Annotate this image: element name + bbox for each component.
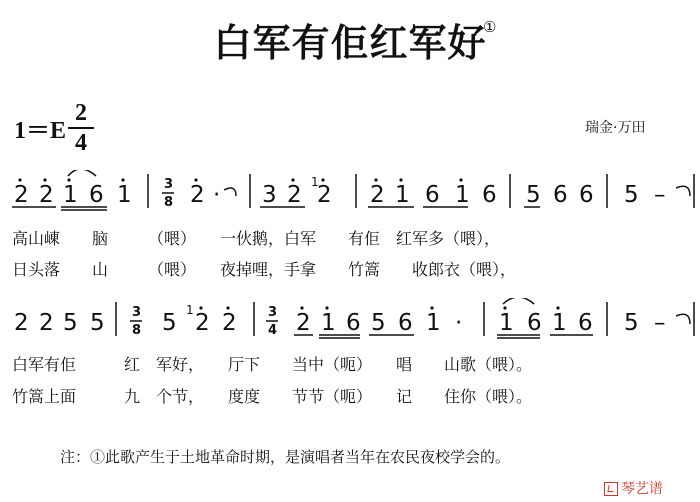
svg-text:2: 2 [287,182,302,208]
svg-text:1: 1 [426,310,441,336]
svg-text:3: 3 [132,305,142,320]
svg-text:·: · [455,310,463,336]
meter-bar [68,127,94,129]
svg-text:1: 1 [321,310,336,336]
meter-top: 2 [75,100,87,126]
title-footnote-mark: ① [483,18,497,36]
key-signature: 1＝E [14,118,67,144]
time-signature [68,100,94,156]
svg-text:2: 2 [222,310,237,336]
svg-text:6: 6 [578,310,593,336]
song-origin: 瑞金·万田 [585,120,646,136]
svg-text:1: 1 [395,182,410,208]
svg-text:1: 1 [186,303,194,317]
svg-text:2: 2 [296,310,311,336]
svg-text:6: 6 [553,182,568,208]
svg-text:5: 5 [526,182,541,208]
svg-text:·: · [213,182,221,208]
svg-text:6: 6 [398,310,413,336]
svg-text:6: 6 [425,182,440,208]
footnote: 注：①此歌产生于土地革命时期，是演唱者当年在农民夜校学会的。 [60,448,511,466]
svg-text:2: 2 [39,310,54,336]
svg-text:6: 6 [346,310,361,336]
song-title [0,12,700,67]
lyric-line-4: 竹篙上面 九 个节， 度度 节节（呃） 记 住你（喂）。 [12,387,533,406]
score-line-1 [0,170,700,214]
score-line-1-glyphs [0,170,700,214]
title-text: 白军有佢红军好 [213,20,487,65]
svg-text:6: 6 [527,310,542,336]
svg-text:–: – [654,182,666,208]
lyric-line-1: 高山崠 脑 （喂） 一伙鹅，白军 有佢 红军多（喂）， [12,229,501,248]
svg-text:1: 1 [552,310,567,336]
svg-text:1: 1 [63,182,78,208]
svg-text:2: 2 [14,310,29,336]
svg-text:8: 8 [132,323,142,338]
svg-text:2: 2 [39,182,54,208]
score-line-2-glyphs [0,298,700,342]
svg-text:5: 5 [624,182,639,208]
watermark-text: 琴艺谱 [621,481,663,497]
svg-text:2: 2 [190,182,205,208]
svg-text:1: 1 [311,175,319,189]
svg-text:2: 2 [195,310,210,336]
svg-text:6: 6 [579,182,594,208]
svg-text:5: 5 [624,310,639,336]
svg-text:2: 2 [317,182,332,208]
svg-text:–: – [654,310,666,336]
svg-text:5: 5 [371,310,386,336]
svg-text:2: 2 [14,182,29,208]
site-watermark [604,478,663,498]
score-line-2 [0,298,700,342]
svg-text:8: 8 [164,195,174,210]
meter-bottom: 4 [75,130,87,156]
svg-text:4: 4 [268,323,278,338]
svg-text:3: 3 [268,305,278,320]
svg-text:1: 1 [455,182,470,208]
svg-text:5: 5 [162,310,177,336]
lyric-line-2: 日头落 山 （喂） 夜掉哩，手拿 竹篙 收郎衣（喂）， [12,260,517,279]
svg-text:5: 5 [90,310,105,336]
svg-text:6: 6 [89,182,104,208]
lyric-line-3: 白军有佢 红 军好， 厅下 当中（呃） 唱 山歌（喂）。 [12,355,533,374]
svg-text:1: 1 [499,310,514,336]
svg-text:5: 5 [63,310,78,336]
svg-text:6: 6 [482,182,497,208]
svg-text:1: 1 [117,182,132,208]
watermark-logo-icon [604,482,618,496]
svg-text:3: 3 [262,182,277,208]
svg-text:3: 3 [164,177,174,192]
svg-text:2: 2 [370,182,385,208]
